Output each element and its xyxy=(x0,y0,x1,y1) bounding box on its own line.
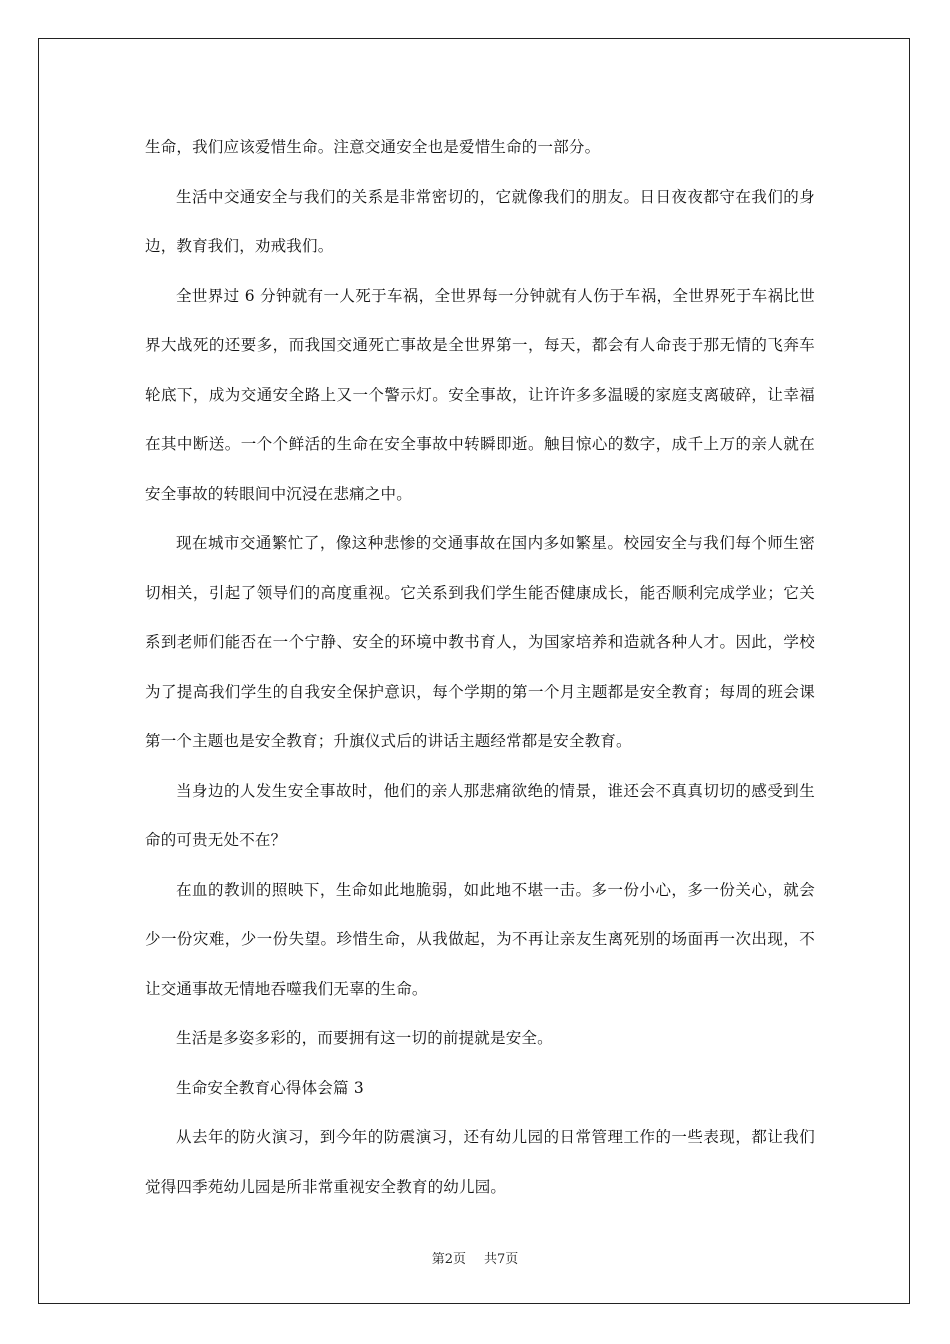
section-heading: 生命安全教育心得体会篇 3 xyxy=(176,1078,364,1097)
document-body xyxy=(145,123,815,1212)
paragraph-3: 全世界过 6 分钟就有一人死于车祸，全世界每一分钟就有人伤于车祸，全世界死于车祸比世界大战死的还要多，而我国交通死亡事故是全世界第一，每天，都会有人命丧于那无情的飞奔车轮底下，成为交通安全路上又一个警示灯。安全事故，让许许多多温暖的家庭支离破碎，让幸福在其中断送。一个个鲜活的生命在安全事故中转瞬即逝。触目惊心的数字，成千上万的亲人就在安全事故的转眼间中沉浸在悲痛之中。 xyxy=(145,286,815,503)
paragraph-8: 从去年的防火演习，到今年的防震演习，还有幼儿园的日常管理工作的一些表现，都让我们觉得四季苑幼儿园是所非常重视安全教育的幼儿园。 xyxy=(145,1128,815,1196)
page-number: 第2页 xyxy=(431,1252,466,1267)
paragraph-4: 现在城市交通繁忙了，像这种悲惨的交通事故在国内多如繁星。校园安全与我们每个师生密切相关，引起了领导们的高度重视。它关系到我们学生能否健康成长，能否顺利完成学业；它关系到老师们能否在一个宁静、安全的环境中教书育人，为国家培养和造就各种人才。因此，学校为了提高我们学生的自我安全保护意识，每个学期的第一个月主题都是安全教育；每周的班会课第一个主题也是安全教育；升旗仪式后的讲话主题经常都是安全教育。 xyxy=(145,534,815,750)
paragraph-1: 生命，我们应该爱惜生命。注意交通安全也是爱惜生命的一部分。 xyxy=(145,138,601,156)
page-total: 共7页 xyxy=(484,1252,519,1267)
paragraph-6: 在血的教训的照映下，生命如此地脆弱，如此地不堪一击。多一份小心，多一份关心，就会少一份灾难，少一份失望。珍惜生命，从我做起，为不再让亲友生离死别的场面再一次出现，不让交通事故无情地吞噬我们无辜的生命。 xyxy=(145,880,815,998)
paragraph-5: 当身边的人发生安全事故时，他们的亲人那悲痛欲绝的情景，谁还会不真真切切的感受到生命的可贵无处不在？ xyxy=(145,781,815,849)
page-footer xyxy=(0,1248,950,1267)
paragraph-7: 生活是多姿多彩的，而要拥有这一切的前提就是安全。 xyxy=(176,1029,553,1047)
paragraph-2: 生活中交通安全与我们的关系是非常密切的，它就像我们的朋友。日日夜夜都守在我们的身边，教育我们，劝戒我们。 xyxy=(145,187,815,255)
